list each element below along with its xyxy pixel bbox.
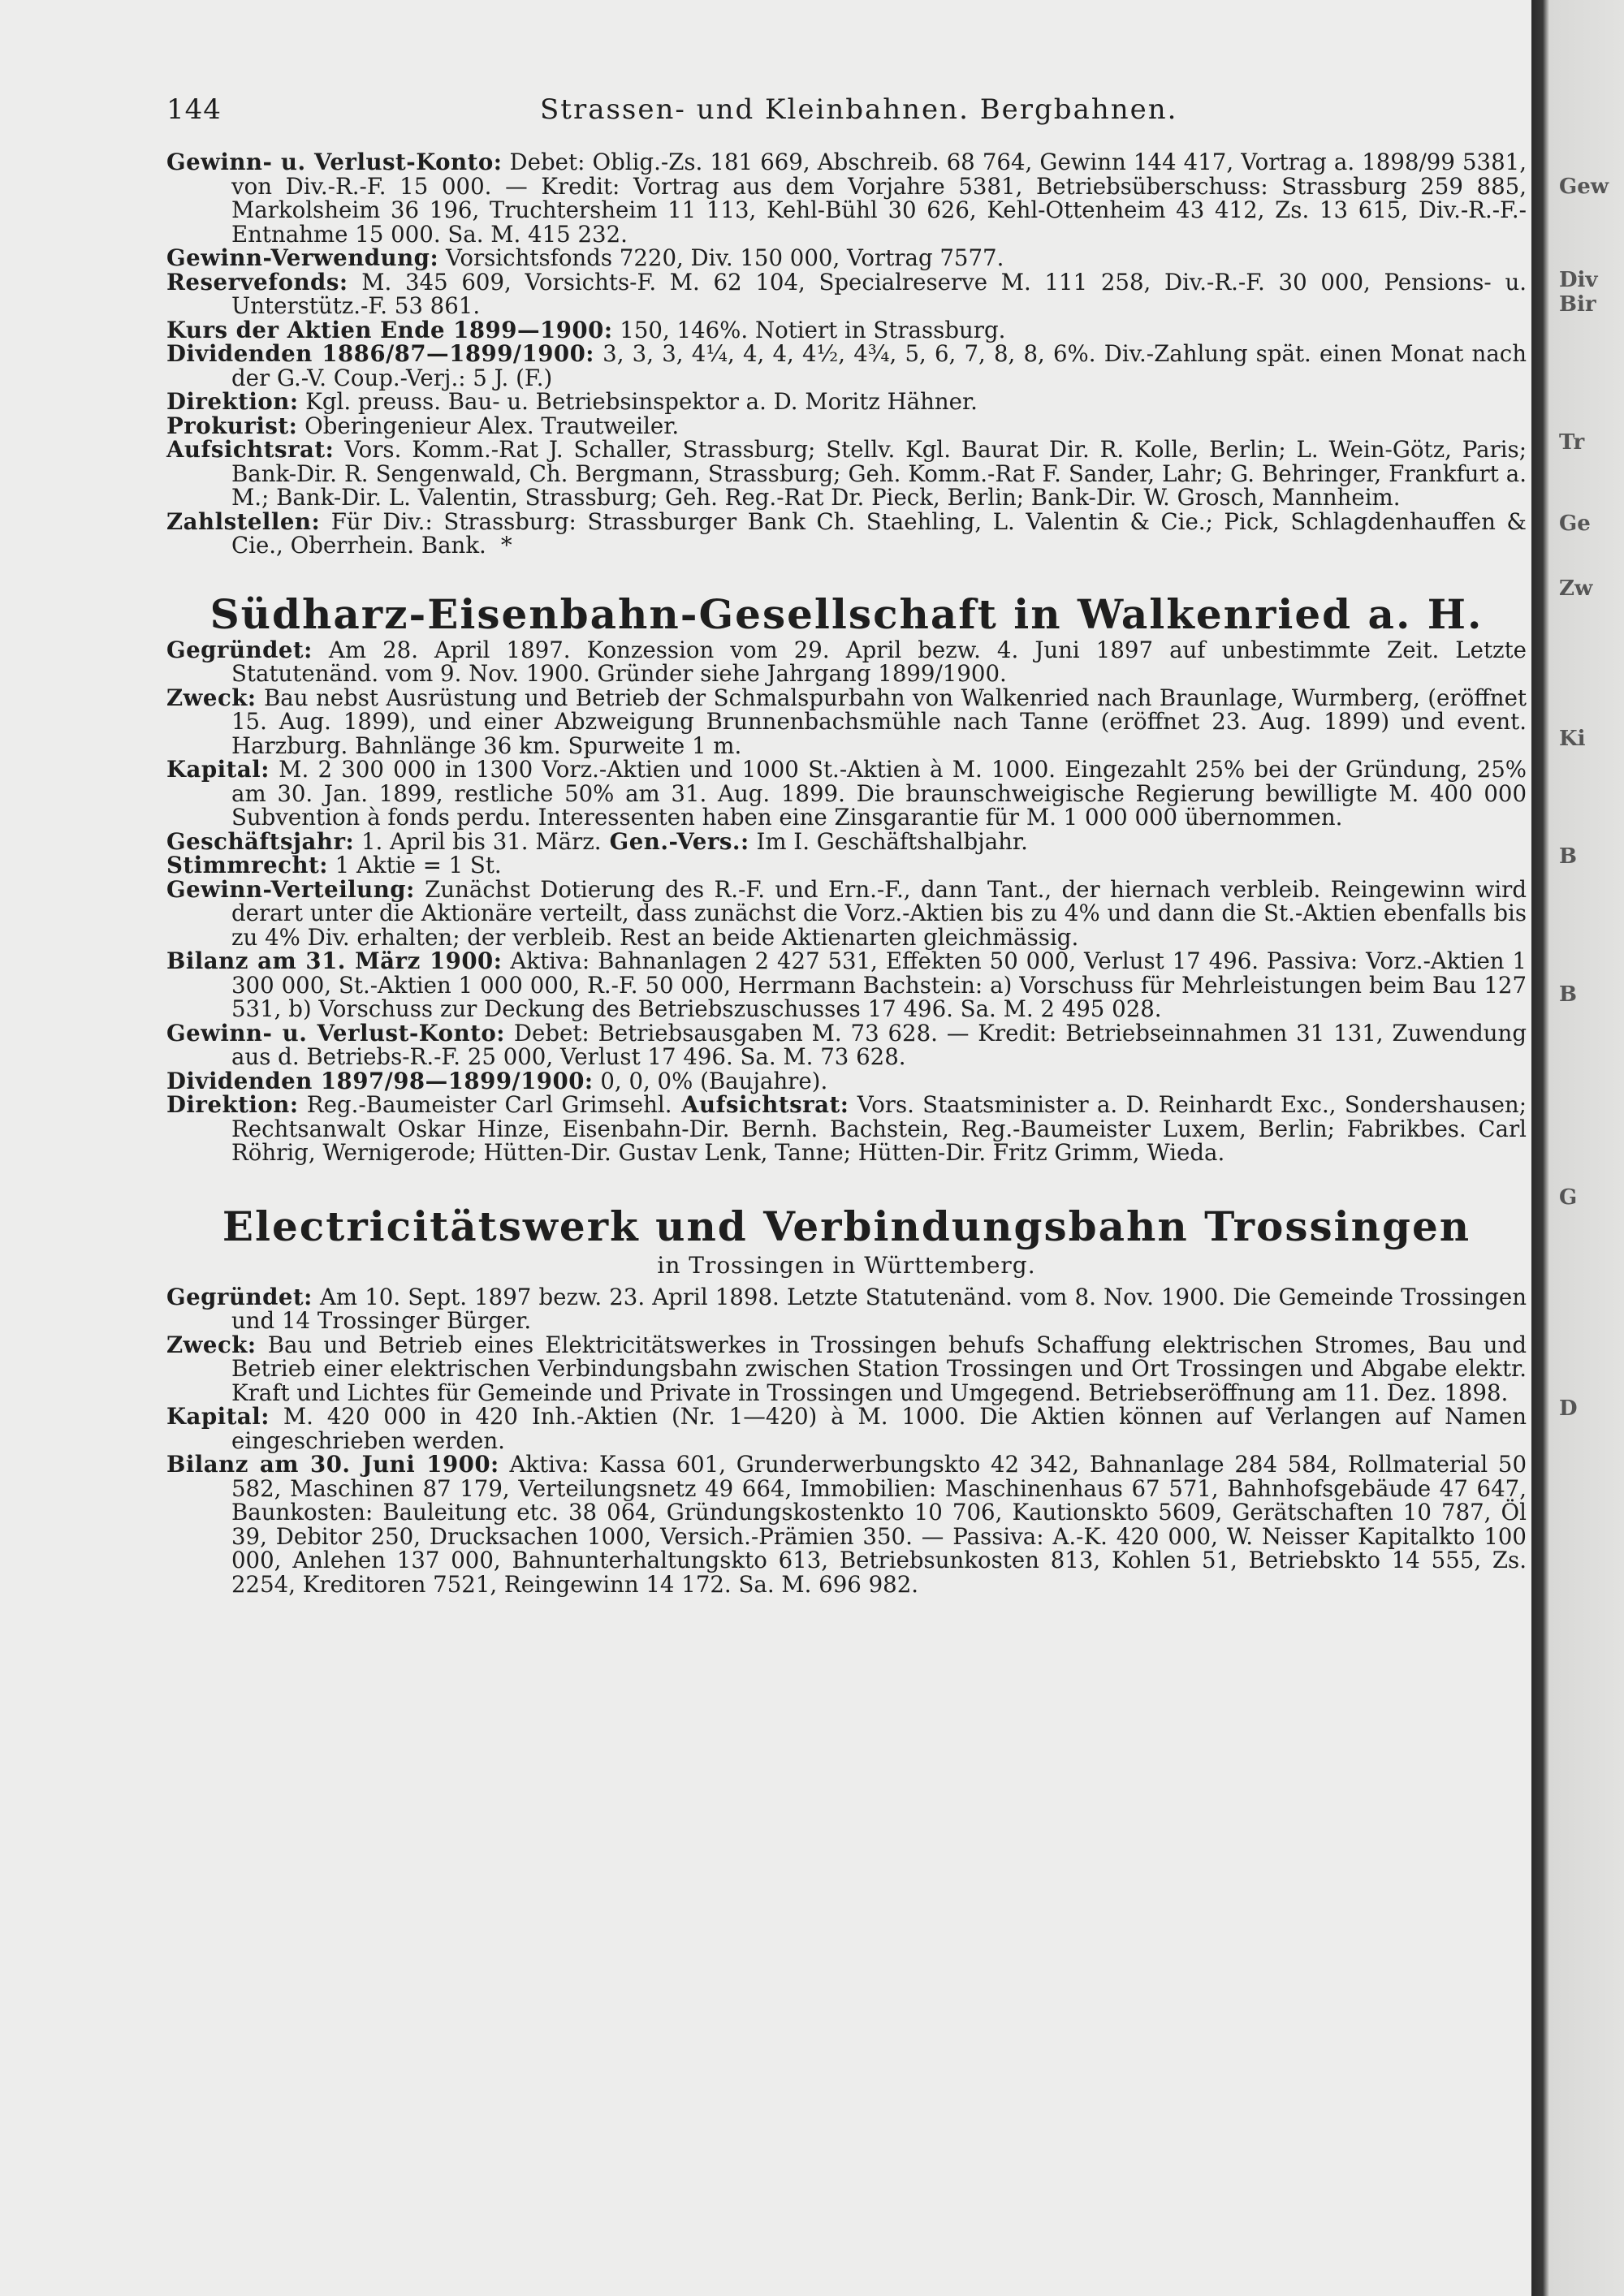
facing-page-fragment: B — [1559, 844, 1577, 869]
field-text: M. 420 000 in 420 Inh.-Aktien (Nr. 1—420) à M. 1000. Die Aktien können auf Verlangen auf Namen eingeschrieben werden. — [231, 1403, 1527, 1454]
field-text: Vors. Staatsminister a. D. Reinhardt Exc., Sondershausen; Rechtsanwalt Oskar Hinze, Eisenbahn-Dir. Bernh. Bachstein, Reg.-Baumeister Luxem, Berlin; Fabrikbes. Carl Röhrig, Wernigerode; Hütten-Dir. Gustav Lenk, Tanne; Hütten-Dir. Fritz Grimm, Wieda. — [231, 1091, 1527, 1166]
field-keyword: Kurs der Aktien Ende 1899—1900: — [166, 316, 613, 343]
field-text: Reg.-Baumeister Carl Grimsehl. — [298, 1091, 672, 1118]
field-text: Debet: Oblig.-Zs. 181 669, Abschreib. 68 764, Gewinn 144 417, Vortrag a. 1898/99 5381, von Div.-R.-F. 15 000. — Kredit: Vortrag aus dem Vorjahre 5381, Betriebsüberschuss: Strassburg 259 885, Markolsheim 36 196, Truchtersheim 11 113, Kehl-Bühl 30 626, Kehl-Ottenheim 43 412, Zs. 13 615, Div.-R.-F.-Entnahme 15 000. Sa. M. 415 232. — [231, 149, 1527, 248]
entry-paragraph — [166, 414, 1527, 438]
field-text: Vorsichtsfonds 7220, Div. 150 000, Vortrag 7577. — [438, 244, 1004, 271]
field-keyword: Geschäftsjahr: — [166, 827, 355, 855]
field-keyword: Gewinn-Verteilung: — [166, 875, 415, 903]
facing-page-fragment: Ki — [1559, 727, 1586, 751]
field-text: 0, 0, 0% (Baujahre). — [593, 1067, 828, 1094]
entry-paragraph — [166, 1333, 1527, 1405]
company-subtitle-trossingen: in Trossingen in Württemberg. — [657, 1251, 1036, 1279]
facing-page-fragment: Zw — [1559, 576, 1593, 601]
field-text: Zunächst Dotierung des R.-F. und Ern.-F., dann Tant., der hiernach verbleib. Reingewinn wird derart unter die Aktionäre verteilt, dass zunächst die Vorz.-Aktien bis zu 4% und dann die St.-Aktien ebenfalls bis zu 4% Div. erhalten; der verbleib. Rest an beide Aktienarten gleichmässig. — [231, 875, 1527, 951]
field-keyword: Aufsichtsrat: — [672, 1091, 849, 1118]
field-keyword: Dividenden 1897/98—1899/1900: — [166, 1067, 594, 1094]
company-title-suedharz: Südharz-Eisenbahn-Gesellschaft in Walkenried a. H. — [209, 589, 1484, 638]
field-keyword: Kapital: — [166, 1403, 270, 1430]
entry-paragraph — [166, 390, 1527, 414]
entry-paragraph — [166, 438, 1527, 510]
facing-page-edge — [1531, 0, 1624, 2296]
field-keyword: Direktion: — [166, 1091, 299, 1118]
entry-trossingen — [166, 1285, 1527, 1597]
entry-paragraph — [166, 1405, 1527, 1452]
field-text: Im I. Geschäftshalbjahr. — [749, 827, 1028, 855]
entry-paragraph — [166, 638, 1527, 686]
page — [166, 93, 1527, 1596]
field-text: M. 345 609, Vorsichts-F. M. 62 104, Specialreserve M. 111 258, Div.-R.-F. 30 000, Pensions- u. Unterstütz.-F. 53 861. — [231, 268, 1527, 319]
field-keyword: Gewinn- u. Verlust-Konto: — [166, 1019, 505, 1047]
field-keyword: Gegründet: — [166, 636, 313, 663]
entry-paragraph — [166, 827, 1527, 855]
field-keyword: Direktion: — [166, 388, 299, 415]
field-text: Für Div.: Strassburg: Strassburger Bank Ch. Staehling, L. Valentin & Cie.; Pick, Schlagdenhauffen & Cie., Oberrhein. Bank. — [231, 507, 1527, 559]
field-text: 3, 3, 3, 4¼, 4, 4, 4½, 4¾, 5, 6, 7, 8, 8, 6%. Div.-Zahlung spät. einen Monat nach der G.-V. Coup.-Verj.: 5 J. (F.) — [231, 340, 1527, 391]
field-text: Kgl. preuss. Bau- u. Betriebsinspektor a. D. Moritz Hähner. — [298, 388, 978, 415]
field-keyword: Bilanz am 31. März 1900: — [166, 947, 503, 974]
field-text: Bau und Betrieb eines Elektricitätswerkes in Trossingen behufs Schaffung elektrischen Stromes, Bau und Betrieb einer elektrischen Verbindungsbahn zwischen Station Trossingen und Ort Trossingen und Abgabe elektr. Kraft und Lichtes für Gemeinde und Private in Trossingen und Umgegend. Betriebseröffnung am 11. Dez. 1898. — [231, 1331, 1527, 1406]
field-keyword: Prokurist: — [166, 412, 298, 439]
entry-paragraph — [166, 1285, 1527, 1333]
field-keyword: Stimmrecht: — [166, 852, 328, 878]
company-title-trossingen: Electricitätswerk und Verbindungsbahn Trossingen — [222, 1202, 1471, 1250]
field-keyword: Zweck: — [166, 1331, 257, 1358]
entry-paragraph — [166, 150, 1527, 246]
field-keyword: Dividenden 1886/87—1899/1900: — [166, 340, 594, 367]
field-text: Bau nebst Ausrüstung und Betrieb der Schmalspurbahn von Walkenried nach Braunlage, Wurmberg, (eröffnet 15. Aug. 1899), und einer Abzweigung Brunnenbachsmühle nach Tanne (eröffnet 23. Aug. 1899) und event. Harzburg. Bahnlänge 36 km. Spurweite 1 m. — [231, 684, 1527, 759]
entry-paragraph — [166, 318, 1527, 343]
field-keyword: Aufsichtsrat: — [166, 436, 335, 463]
entry-suedharz — [166, 638, 1527, 1165]
entry-paragraph — [166, 246, 1527, 270]
field-text: 1. April bis 31. März. — [354, 827, 602, 855]
footnote-mark: * — [500, 532, 512, 559]
field-keyword: Bilanz am 30. Juni 1900: — [166, 1451, 499, 1478]
field-text: Oberingenieur Alex. Trautweiler. — [297, 412, 680, 439]
entry-paragraph — [166, 342, 1527, 390]
facing-page-fragment: Gew — [1559, 175, 1609, 199]
entry-paragraph — [166, 853, 1527, 878]
entry-paragraph — [166, 507, 1527, 559]
facing-page-fragment: Tr — [1559, 430, 1585, 455]
entry-paragraph — [166, 757, 1527, 830]
entry-strassburg-continued — [166, 150, 1527, 558]
entry-paragraph — [166, 270, 1527, 318]
field-text: Vors. Komm.-Rat J. Schaller, Strassburg; Stellv. Kgl. Baurat Dir. R. Kolle, Berlin; L. Wein-Götz, Paris; Bank-Dir. R. Sengenwald, Ch. Bergmann, Strassburg; Geh. Komm.-Rat F. Sander, Lahr; G. Behringer, Frankfurt a. M.; Bank-Dir. L. Valentin, Strassburg; Geh. Reg.-Rat Dr. Pieck, Berlin; Bank-Dir. W. Grosch, Mannheim. — [231, 436, 1527, 511]
field-keyword: Gegründet: — [166, 1283, 313, 1310]
facing-page-fragment: D — [1559, 1396, 1578, 1421]
page-number: 144 — [166, 93, 222, 126]
entry-paragraph — [166, 1093, 1527, 1165]
entry-paragraph — [166, 949, 1527, 1021]
entry-paragraph — [166, 1452, 1527, 1596]
facing-page-fragment: Div — [1559, 268, 1598, 292]
field-text: Debet: Betriebsausgaben M. 73 628. — Kredit: Betriebseinnahmen 31 131, Zuwendung aus d. Betriebs-R.-F. 25 000, Verlust 17 496. Sa. M. 73 628. — [231, 1019, 1527, 1070]
facing-page-fragment: G — [1559, 1185, 1578, 1210]
entry-paragraph — [166, 686, 1527, 758]
field-keyword: Zahlstellen: — [166, 507, 321, 535]
field-keyword: Gewinn-Verwendung: — [166, 244, 439, 271]
field-text: Am 28. April 1897. Konzession vom 29. April bezw. 4. Juni 1897 auf unbestimmte Zeit. Letzte Statutenänd. vom 9. Nov. 1900. Gründer siehe Jahrgang 1899/1900. — [231, 636, 1527, 687]
running-title: Strassen- und Kleinbahnen. Bergbahnen. — [540, 93, 1178, 126]
field-keyword: Reservefonds: — [166, 268, 348, 296]
field-keyword: Zweck: — [166, 684, 257, 711]
entry-paragraph — [166, 875, 1527, 951]
facing-page-fragment: B — [1559, 982, 1577, 1007]
field-keyword: Kapital: — [166, 756, 270, 783]
field-text: Aktiva: Bahnanlagen 2 427 531, Effekten 50 000, Verlust 17 496. Passiva: Vorz.-Aktien 1 300 000, St.-Aktien 1 000 000, R.-F. 50 000, Herrmann Bachstein: a) Vorschuss für Mehrleistungen beim Bau 127 531, b) Vorschuss zur Deckung des Betriebszuschusses 17 496. Sa. M. 2 495 028. — [231, 947, 1527, 1022]
field-keyword: Gen.-Vers.: — [601, 827, 749, 855]
field-text: Am 10. Sept. 1897 bezw. 23. April 1898. Letzte Statutenänd. vom 8. Nov. 1900. Die Gemeinde Trossingen und 14 Trossinger Bürger. — [231, 1283, 1527, 1334]
field-text: M. 2 300 000 in 1300 Vorz.-Aktien und 1000 St.-Aktien à M. 1000. Eingezahlt 25% bei der Gründung, 25% am 30. Jan. 1899, restliche 50% am 31. Aug. 1899. Die braunschweigische Regierung bewilligte M. 400 000 Subvention à fonds perdu. Interessenten haben eine Zinsgarantie für M. 1 000 000 übernommen. — [231, 756, 1527, 831]
field-text: 150, 146%. Notiert in Strassburg. — [612, 316, 1006, 343]
entry-paragraph — [166, 1021, 1527, 1069]
field-text: Aktiva: Kassa 601, Grunderwerbungskto 42 342, Bahnanlage 284 584, Rollmaterial 50 582, Maschinen 87 179, Verteilungsnetz 49 664, Immobilien: Maschinenhaus 67 571, Bahnhofsgebäude 47 647, Baunkosten: Bauleitung etc. 38 064, Gründungskostenkto 10 706, Kautionskto 5609, Gerätschaften 10 787, Öl 39, Debitor 250, Drucksachen 1000, Versich.-Prämien 350. — Passiva: A.-K. 420 000, W. Neisser Kapitalkto 100 000, Anlehen 137 000, Bahnunterhaltungskto 613, Betriebsunkosten 813, Kohlen 51, Betriebskto 14 555, Zs. 2254, Kreditoren 7521, Reingewinn 14 172. Sa. M. 696 982. — [231, 1451, 1527, 1598]
page-header — [166, 93, 1527, 150]
facing-page-fragment: Ge — [1559, 511, 1591, 536]
facing-page-fragment: Bir — [1559, 292, 1596, 317]
entry-paragraph — [166, 1069, 1527, 1094]
field-keyword: Gewinn- u. Verlust-Konto: — [166, 149, 503, 175]
field-text: 1 Aktie = 1 St. — [327, 852, 502, 878]
